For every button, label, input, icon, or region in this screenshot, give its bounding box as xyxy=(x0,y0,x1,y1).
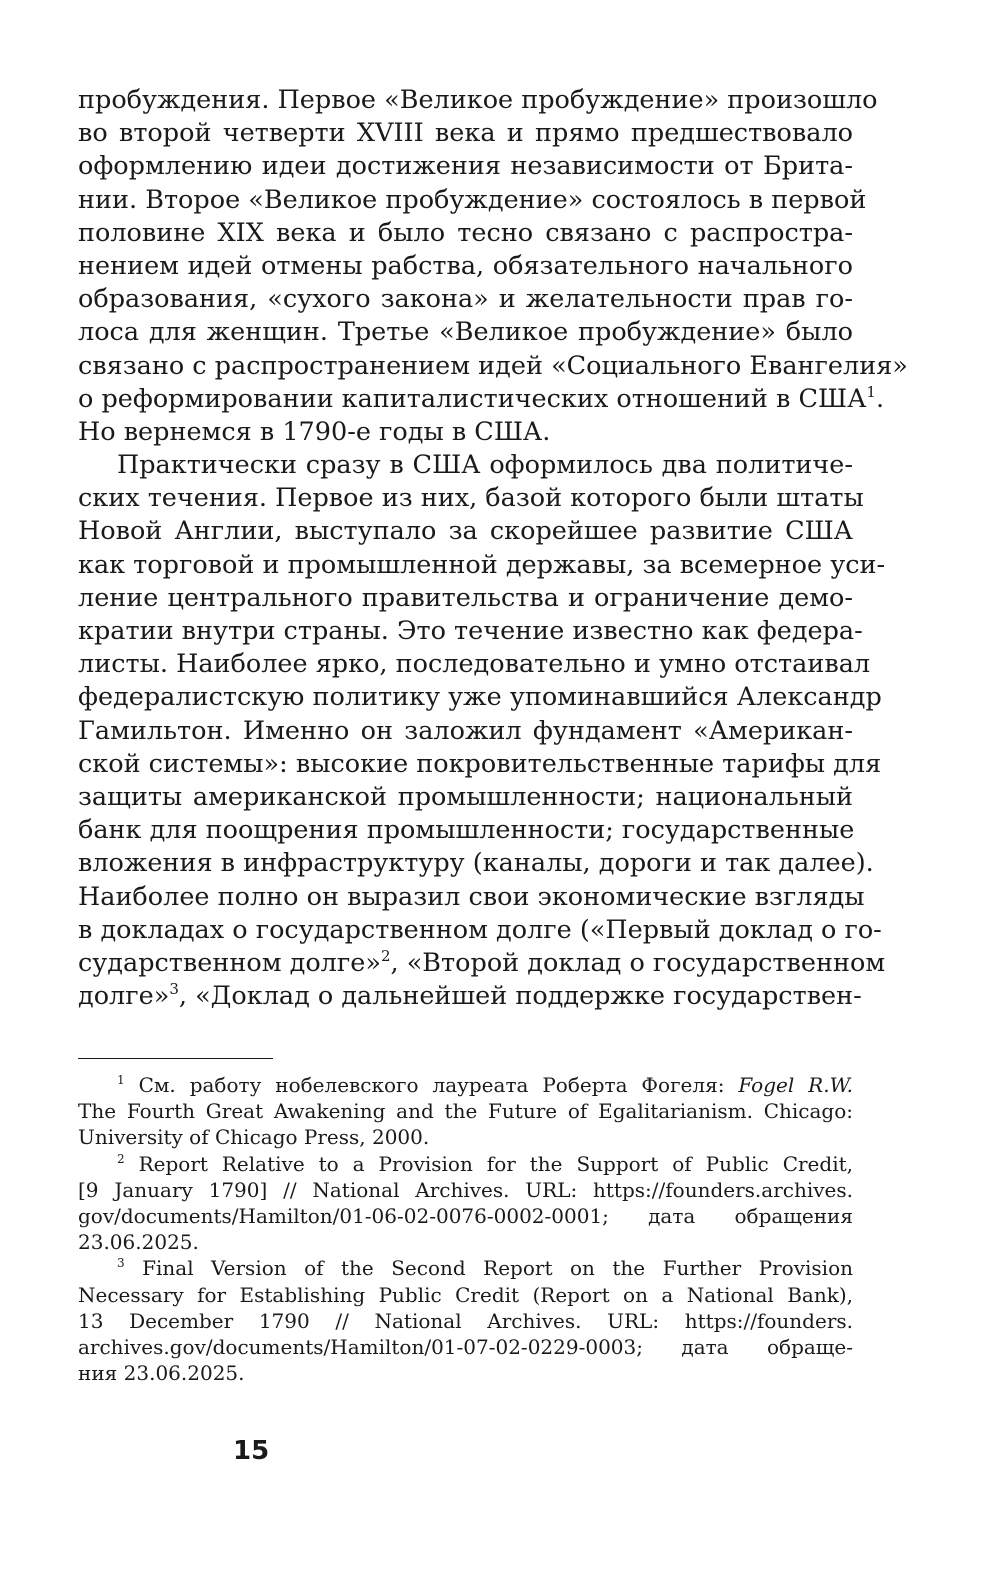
text-line: вложения в инфраструктуру (каналы, дороги и так далее). xyxy=(78,848,874,879)
footnote-line: University of Chicago Press, 2000. xyxy=(78,1125,430,1150)
text-line: о реформировании капиталистических отношений в США$^1$. xyxy=(78,382,885,414)
footnote-marker: 1 xyxy=(117,1073,125,1087)
footnote-marker: 3 xyxy=(117,1256,125,1271)
footnote-line: The Fourth Great Awakening and the Future of Egalitarianism. Chicago: xyxy=(78,1099,853,1124)
footnote-author: Fogel R.W. xyxy=(738,1073,853,1097)
footnote-3 xyxy=(78,1255,853,1281)
text-segment: о реформировании капиталистических отношений в США xyxy=(78,383,867,414)
main-text xyxy=(78,84,908,1013)
footnote-line: ния 23.06.2025. xyxy=(78,1361,245,1386)
text-segment: , «Доклад о дальнейшей поддержке государствен- xyxy=(178,981,862,1012)
text-line: в докладах о государственном долге («Первый доклад о го- xyxy=(78,914,882,945)
footnote-line: 13 December 1790 // National Archives. URL: https://founders. xyxy=(78,1308,853,1333)
text-line: Новой Англии, выступало за скорейшее развитие США xyxy=(78,516,853,547)
text-line: оформлению идеи достижения независимости от Брита- xyxy=(78,151,853,182)
footnotes xyxy=(78,1072,853,1386)
text-line: Практически сразу в США оформилось два политиче- xyxy=(117,450,853,481)
footnote-text: Final Version of the Second Report on the Further Provision xyxy=(142,1256,853,1281)
text-segment: сударственном долге» xyxy=(78,947,381,978)
footnote-text: Report Relative to a Provision for the Support of Public Credit, xyxy=(138,1151,853,1176)
text-line: защиты американской промышленности; национальный xyxy=(78,781,853,812)
text-line: ление центрального правительства и ограничение демо- xyxy=(78,582,853,613)
text-line xyxy=(78,946,886,980)
footnote-text: См. работу нобелевского лауреата Роберта Фогеля: xyxy=(138,1073,725,1097)
footnote-divider xyxy=(78,1058,273,1059)
text-line: федералистскую политику уже упоминавшийся Александр xyxy=(78,682,882,713)
text-line: нии. Второе «Великое пробуждение» состоялось в первой xyxy=(78,184,867,215)
footnote-line: 23.06.2025. xyxy=(78,1230,199,1255)
text-line: ских течения. Первое из них, базой которого были штаты xyxy=(78,483,864,514)
text-line xyxy=(78,980,862,1013)
footnote-1 xyxy=(78,1072,853,1098)
text-line: Гамильтон. Именно он заложил фундамент «Американ- xyxy=(78,715,853,746)
footnote-ref-3[interactable]: 3 xyxy=(169,980,179,999)
footnote-marker: 2 xyxy=(117,1151,125,1166)
footnote-ref-2[interactable]: 2 xyxy=(380,946,391,965)
page-number: 15 xyxy=(233,1436,270,1466)
text-line: Но вернемся в 1790-е годы в США. xyxy=(78,416,551,447)
text-line: банк для поощрения промышленности; государственные xyxy=(78,815,855,846)
text-line: листы. Наиболее ярко, последовательно и умно отстаивал xyxy=(78,649,871,680)
text-line: пробуждения. Первое «Великое пробуждение» произошло xyxy=(78,85,878,115)
text-segment: долге» xyxy=(78,981,170,1012)
text-line: лоса для женщин. Третье «Великое пробуждение» было xyxy=(78,317,853,348)
footnote-line: Necessary for Establishing Public Credit (Report on a National Bank), xyxy=(78,1282,853,1307)
text-line: половине XIX века и было тесно связано с распростра- xyxy=(78,217,853,248)
text-line: как торговой и промышленной державы, за всемерное уси- xyxy=(78,549,886,580)
text-line: Наиболее полно он выразил свои экономические взгляды xyxy=(78,881,865,912)
footnote-line: [9 January 1790] // National Archives. URL: https://founders.archives. xyxy=(78,1177,853,1202)
text-line: нением идей отмены рабства, обязательного начального xyxy=(78,250,853,281)
text-line: образования, «сухого закона» и желательности прав го- xyxy=(78,284,853,315)
footnote-line: archives.gov/documents/Hamilton/01-07-02-0229-0003; дата обраще- xyxy=(78,1334,853,1359)
footnote-2 xyxy=(78,1151,853,1177)
text-line: во второй четверти XVIII века и прямо предшествовало xyxy=(78,118,853,149)
footnote-line: gov/documents/Hamilton/01-06-02-0076-0002-0001; дата обращения xyxy=(78,1203,853,1228)
footnote-ref-1[interactable]: 1 xyxy=(866,382,876,401)
text-segment: , «Второй доклад о государственном xyxy=(390,947,886,978)
text-line: кратии внутри страны. Это течение известно как федера- xyxy=(78,616,863,646)
text-line: связано с распространением идей «Социального Евангелия» xyxy=(78,350,908,381)
text-line: ской системы»: высокие покровительственные тарифы для xyxy=(78,748,882,779)
